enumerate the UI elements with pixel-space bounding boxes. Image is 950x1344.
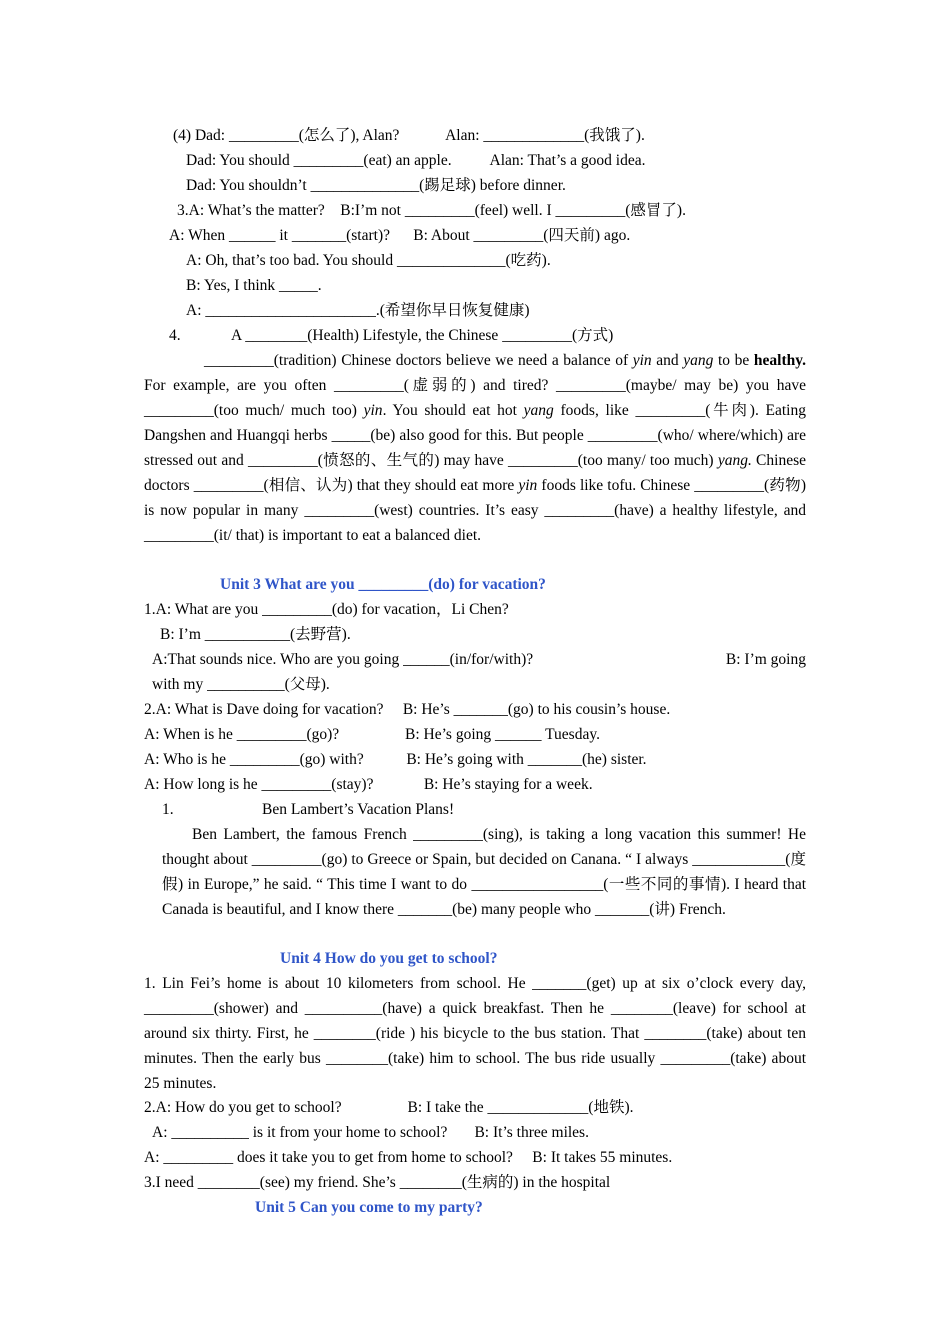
dialogue-line: A: How long is he _________(stay)? B: He’s staying for a week. <box>144 776 593 793</box>
unit-3-heading: Unit 3 What are you _________(do) for vacation? <box>220 576 546 593</box>
dialogue-line: (4) Dad: _________(怎么了), Alan? Alan: _____________(我饿了). <box>173 127 645 144</box>
dialogue-line: Dad: You should _________(eat) an apple. Alan: That’s a good idea. <box>186 152 646 169</box>
passage-paragraph: Ben Lambert, the famous French _________(sing), is taking a long vacation this summer! He thought about _________(go) to Greece or Spain, but decided on Canana. “ I always ____________(度假) in Europe,” he said. “ This time I want to do _________________(一些不同的事情). I heard that Canada is beautiful, and I know there _______(be) many people who _______(讲) French. <box>162 826 806 918</box>
unit-4-heading: Unit 4 How do you get to school? <box>280 950 498 967</box>
passage-title: A ________(Health) Lifestyle, the Chinese _________(方式) <box>231 327 614 344</box>
dialogue-line: A: Oh, that’s too bad. You should ______________(吃药). <box>186 252 551 269</box>
dialogue-line: with my __________(父母). <box>152 676 330 693</box>
dialogue-line: B: Yes, I think _____. <box>186 277 322 294</box>
passage-paragraph: _________(tradition) Chinese doctors believe we need a balance of yin and yang to be healthy. For example, are you often _________(虚弱的) and tired? _________(maybe/ may be) you have _________(too much/ much too) yin. You should eat hot yang foods, like _________(牛肉). Eating Dangshen and Huangqi herbs _____(be) also good for this. But people _________(who/ where/which) are stressed out and _________(愤怒的、生气的) may have _________(too many/ too much) yang. Chinese doctors _________(相信、认为) that they should eat more yin foods like tofu. Chinese _________(药物) is now popular in many _________(west) countries. It’s easy _________(have) a healthy lifestyle, and _________(it/ that) is important to eat a balanced diet. <box>144 352 806 544</box>
dialogue-line: A:That sounds nice. Who are you going ______(in/for/with)? <box>152 651 534 668</box>
dialogue-line: A: When is he _________(go)? B: He’s going ______ Tuesday. <box>144 726 600 743</box>
dialogue-line: 3.I need ________(see) my friend. She’s ________(生病的) in the hospital <box>144 1174 611 1191</box>
dialogue-line: A: ______________________.(希望你早日恢复健康) <box>186 302 530 319</box>
dialogue-line: A: _________ does it take you to get from home to school? B: It takes 55 minutes. <box>144 1149 673 1166</box>
dialogue-line: 2.A: What is Dave doing for vacation? B: He’s _______(go) to his cousin’s house. <box>144 701 671 718</box>
exercise-number: 4. <box>169 327 181 344</box>
dialogue-line: A: Who is he _________(go) with? B: He’s going with _______(he) sister. <box>144 751 647 768</box>
dialogue-line: B: I’m ___________(去野营). <box>160 626 351 643</box>
dialogue-line: 3.A: What’s the matter? B:I’m not _________(feel) well. I _________(感冒了). <box>177 202 686 219</box>
passage-title: Ben Lambert’s Vacation Plans! <box>262 801 455 818</box>
exercise-number: 1. <box>162 801 174 818</box>
dialogue-line: A: __________ is it from your home to school? B: It’s three miles. <box>152 1124 589 1141</box>
dialogue-line: 2.A: How do you get to school? B: I take the _____________(地铁). <box>144 1099 634 1116</box>
unit-5-heading: Unit 5 Can you come to my party? <box>255 1199 483 1216</box>
dialogue-line: B: I’m going <box>725 651 806 668</box>
passage-paragraph: 1. Lin Fei’s home is about 10 kilometers from school. He _______(get) up at six o’clock every day, _________(shower) and __________(have) a quick breakfast. Then he ________(leave) for school at around six thirty. First, he ________(ride ) his bicycle to the bus station. That ________(take) about ten minutes. Then the early bus ________(take) him to school. The bus ride usually _________(take) about 25 minutes. <box>144 975 806 1092</box>
dialogue-line: A: When ______ it _______(start)? B: About _________(四天前) ago. <box>169 227 631 244</box>
dialogue-line: 1.A: What are you _________(do) for vacation，Li Chen? <box>144 601 509 618</box>
dialogue-line: Dad: You shouldn’t ______________(踢足球) before dinner. <box>186 177 566 194</box>
